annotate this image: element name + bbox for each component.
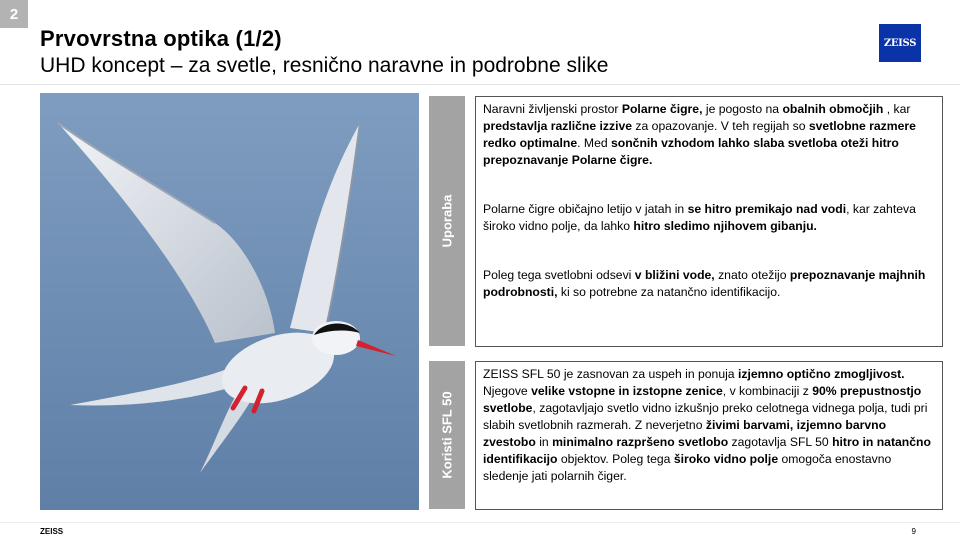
text-run: ki so potrebne za natančno identifikacijo.	[557, 285, 781, 299]
text-run: Naravni življenski prostor	[483, 102, 622, 116]
text-run: , v kombinaciji z	[722, 384, 813, 398]
page-number: 9	[911, 527, 916, 536]
bold-text-run: velike vstopne in izstopne zenice	[531, 384, 723, 398]
text-run: omogoča enostavno sledenje jati polarnih čiger.	[483, 452, 892, 483]
bold-text-run: v bližini vode,	[634, 268, 715, 282]
text-run: . Med	[577, 136, 612, 150]
header-divider	[0, 84, 960, 85]
footer-divider	[0, 522, 960, 523]
section-label-uporaba-text: Uporaba	[439, 194, 455, 248]
text-run: , zagotavljajo svetlo vidno izkušnjo preko celotnega vidnega polja, tudi pri slabih svetlobnih razmerah. Z neverjetno	[483, 401, 928, 432]
text-run: za opazovanje. V teh regijah so	[632, 119, 809, 133]
bold-text-run: izjemno optično zmogljivost.	[737, 367, 905, 381]
bold-text-run: se hitro premikajo nad vodi	[687, 202, 847, 216]
bold-text-run: Polarne čigre,	[621, 102, 703, 116]
section-label-koristi-text: Koristi SFL 50	[439, 391, 455, 479]
text-run: Poleg tega svetlobni odsevi	[483, 268, 635, 282]
section-label-uporaba	[429, 96, 465, 346]
text-run: , kar	[883, 102, 911, 116]
text-run: , kar zahteva široko vidno polje, da lahko	[483, 202, 916, 233]
slide-number-badge: 2	[0, 0, 28, 28]
koristi-paragraph-1	[483, 366, 935, 485]
text-run: objektov. Poleg tega	[557, 452, 674, 466]
text-run: zagotavlja SFL 50	[728, 435, 833, 449]
arctic-tern-photo	[40, 93, 419, 510]
uporaba-text-box	[475, 96, 943, 347]
bold-text-run: sončnih vzhodom lahko slaba svetloba oteži hitro prepoznavanje Polarne čigre.	[483, 136, 899, 167]
text-run: in	[535, 435, 553, 449]
zeiss-logo: ZEISS	[879, 24, 921, 62]
text-run: Njegove	[483, 384, 532, 398]
text-run: je pogosto na	[702, 102, 783, 116]
bold-text-run: 90% prepustnostjo svetlobe	[483, 384, 922, 415]
koristi-text-box	[475, 361, 943, 510]
uporaba-paragraph-3	[483, 267, 935, 301]
bold-text-run: živimi barvami, izjemno barvno zvestobo	[483, 418, 887, 449]
bold-text-run: široko vidno polje	[673, 452, 779, 466]
footer-brand: ZEISS	[40, 527, 64, 536]
text-run: Polarne čigre običajno letijo v jatah in	[483, 202, 688, 216]
bold-text-run: predstavlja različne izzive	[483, 119, 633, 133]
text-run: ZEISS SFL 50 je zasnovan za uspeh in ponuja	[483, 367, 738, 381]
slide-subtitle: UHD koncept – za svetle, resnično naravne in podrobne slike	[40, 54, 609, 77]
bold-text-run: minimalno razpršeno svetlobo	[552, 435, 729, 449]
uporaba-paragraph-2	[483, 201, 935, 235]
bold-text-run: hitro in natančno identifikacijo	[483, 435, 931, 466]
bold-text-run: svetlobne razmere redko optimalne	[483, 119, 916, 150]
bold-text-run: hitro sledimo njihovem gibanju.	[633, 219, 817, 233]
slide-title: Prvovrstna optika (1/2)	[40, 26, 282, 51]
bold-text-run: prepoznavanje majhnih podrobnosti,	[483, 268, 926, 299]
uporaba-paragraph-1	[483, 101, 935, 169]
bold-text-run: obalnih območjih	[782, 102, 884, 116]
section-label-koristi	[429, 361, 465, 509]
text-run: znato otežijo	[714, 268, 790, 282]
